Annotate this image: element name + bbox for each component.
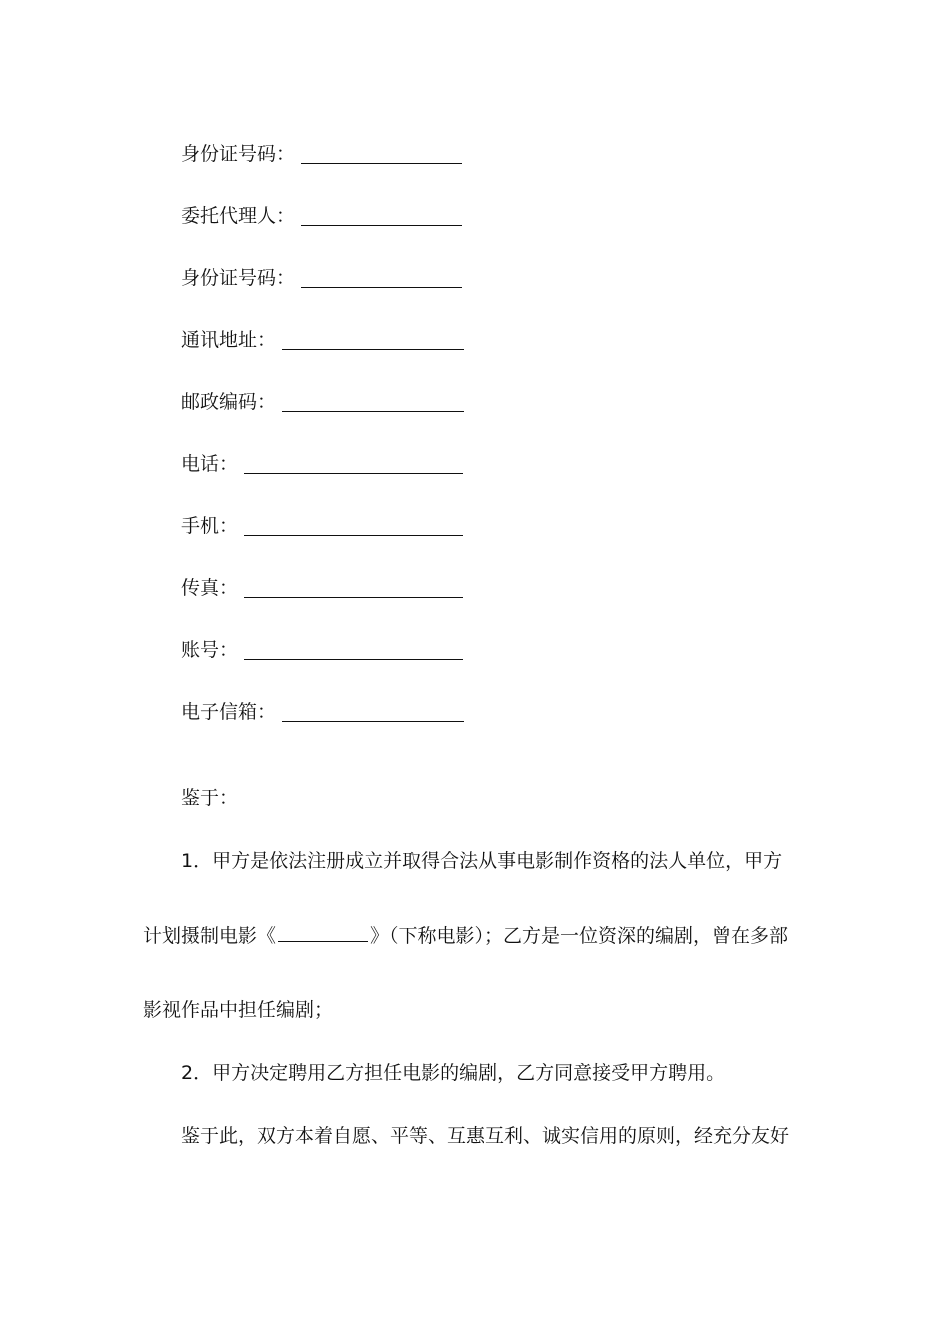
field-label: 身份证号码： (181, 143, 296, 165)
field-label: 通讯地址： (181, 329, 277, 351)
email-field (181, 696, 464, 724)
address-field (181, 324, 464, 352)
field-label: 账号： (181, 639, 239, 661)
phone-field (181, 448, 463, 476)
postal-code-field (181, 386, 464, 414)
fill-in-line[interactable] (282, 721, 464, 722)
fill-in-line[interactable] (244, 597, 463, 598)
text-segment: 》（下称电影）；乙方是一位资深的编剧，曾在多部 (370, 925, 789, 947)
film-title-blank[interactable] (278, 941, 368, 942)
fill-in-line[interactable] (244, 659, 463, 660)
whereas-item-1-line-2 (143, 924, 788, 948)
mobile-field (181, 510, 463, 538)
agent-id-number-field (181, 262, 462, 290)
field-label: 手机： (181, 515, 239, 537)
fill-in-line[interactable] (301, 163, 462, 164)
field-label: 电子信箱： (181, 701, 277, 723)
whereas-heading: 鉴于： (181, 787, 239, 809)
agent-field (181, 200, 462, 228)
fill-in-line[interactable] (301, 287, 462, 288)
fax-field (181, 572, 463, 600)
whereas-item-2: 2．甲方决定聘用乙方担任电影的编剧，乙方同意接受甲方聘用。 (181, 1062, 726, 1084)
field-label: 身份证号码： (181, 267, 296, 289)
fill-in-line[interactable] (282, 349, 464, 350)
whereas-item-1-line-1: 1．甲方是依法注册成立并取得合法从事电影制作资格的法人单位，甲方 (181, 850, 783, 872)
closing-paragraph: 鉴于此，双方本着自愿、平等、互惠互利、诚实信用的原则，经充分友好 (181, 1125, 790, 1147)
account-field (181, 634, 463, 662)
field-label: 电话： (181, 453, 239, 475)
fill-in-line[interactable] (301, 225, 462, 226)
field-label: 委托代理人： (181, 205, 296, 227)
fill-in-line[interactable] (282, 411, 464, 412)
text-segment: 计划摄制电影《 (143, 925, 277, 947)
fill-in-line[interactable] (244, 473, 463, 474)
field-label: 邮政编码： (181, 391, 277, 413)
field-label: 传真： (181, 577, 239, 599)
fill-in-line[interactable] (244, 535, 463, 536)
id-number-field (181, 138, 462, 166)
whereas-item-1-line-3: 影视作品中担任编剧； (143, 999, 334, 1021)
